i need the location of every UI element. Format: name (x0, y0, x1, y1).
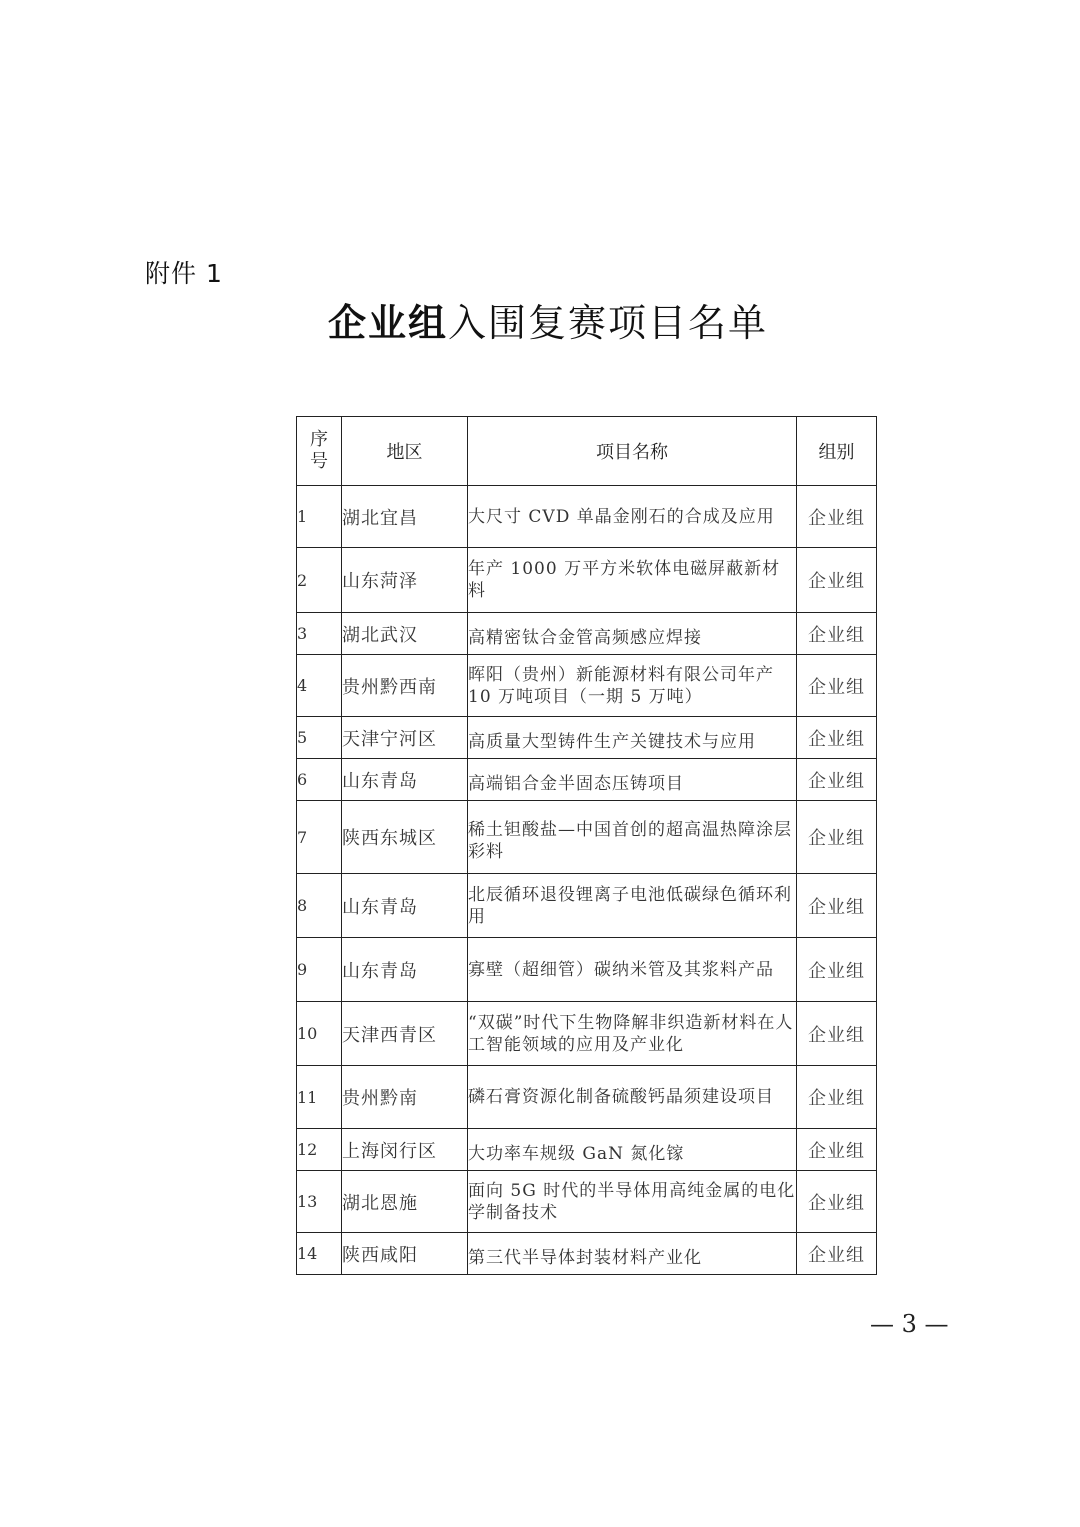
cell-region: 湖北宜昌 (342, 486, 468, 548)
cell-group: 企业组 (797, 938, 877, 1002)
cell-group: 企业组 (797, 801, 877, 874)
cell-group: 企业组 (797, 655, 877, 717)
cell-region: 陕西东城区 (342, 801, 468, 874)
cell-project: 高端铝合金半固态压铸项目 (468, 759, 797, 801)
cell-project: 第三代半导体封装材料产业化 (468, 1233, 797, 1275)
cell-group: 企业组 (797, 1066, 877, 1129)
table-row (297, 717, 877, 759)
cell-region: 山东青岛 (342, 938, 468, 1002)
cell-project: 磷石膏资源化制备硫酸钙晶须建设项目 (468, 1066, 797, 1129)
header-group: 组别 (797, 417, 877, 486)
cell-project: 晖阳（贵州）新能源材料有限公司年产 10 万吨项目（一期 5 万吨） (468, 655, 797, 717)
table-row (297, 1171, 877, 1233)
cell-region: 湖北恩施 (342, 1171, 468, 1233)
attachment-label: 附件 1 (145, 259, 223, 288)
finalist-table (296, 416, 877, 1275)
header-project: 项目名称 (468, 417, 797, 486)
header-seq (297, 417, 342, 486)
header-seq-label: 序号 (310, 429, 328, 472)
cell-seq: 3 (297, 613, 342, 655)
cell-region: 陕西咸阳 (342, 1233, 468, 1275)
table-row (297, 548, 877, 613)
cell-seq: 13 (297, 1171, 342, 1233)
cell-seq: 1 (297, 486, 342, 548)
cell-group: 企业组 (797, 1129, 877, 1171)
cell-region: 山东青岛 (342, 874, 468, 938)
cell-group: 企业组 (797, 1002, 877, 1066)
cell-seq: 8 (297, 874, 342, 938)
cell-region: 上海闵行区 (342, 1129, 468, 1171)
cell-project: 年产 1000 万平方米软体电磁屏蔽新材料 (468, 548, 797, 613)
cell-seq: 2 (297, 548, 342, 613)
cell-seq: 11 (297, 1066, 342, 1129)
cell-project: 高质量大型铸件生产关键技术与应用 (468, 717, 797, 759)
cell-project: 大尺寸 CVD 单晶金刚石的合成及应用 (468, 486, 797, 548)
cell-group: 企业组 (797, 486, 877, 548)
cell-project: “双碳”时代下生物降解非织造新材料在人工智能领域的应用及产业化 (468, 1002, 797, 1066)
cell-group: 企业组 (797, 759, 877, 801)
cell-group: 企业组 (797, 717, 877, 759)
cell-group: 企业组 (797, 548, 877, 613)
cell-group: 企业组 (797, 874, 877, 938)
header-region: 地区 (342, 417, 468, 486)
cell-seq: 9 (297, 938, 342, 1002)
table-row (297, 938, 877, 1002)
cell-seq: 5 (297, 717, 342, 759)
cell-region: 山东青岛 (342, 759, 468, 801)
cell-seq: 4 (297, 655, 342, 717)
cell-region: 山东菏泽 (342, 548, 468, 613)
cell-region: 贵州黔西南 (342, 655, 468, 717)
table-row (297, 1129, 877, 1171)
table-row (297, 1233, 877, 1275)
cell-group: 企业组 (797, 1233, 877, 1275)
table-row (297, 874, 877, 938)
table-row (297, 1002, 877, 1066)
cell-region: 天津西青区 (342, 1002, 468, 1066)
cell-group: 企业组 (797, 1171, 877, 1233)
cell-group: 企业组 (797, 613, 877, 655)
table-row (297, 613, 877, 655)
cell-project: 面向 5G 时代的半导体用高纯金属的电化学制备技术 (468, 1171, 797, 1233)
page-title-rest: 入围复赛项目名单 (448, 301, 769, 345)
page-title (328, 292, 768, 347)
cell-seq: 6 (297, 759, 342, 801)
table-row (297, 1066, 877, 1129)
cell-project: 寡壁（超细管）碳纳米管及其浆料产品 (468, 938, 797, 1002)
cell-project: 大功率车规级 GaN 氮化镓 (468, 1129, 797, 1171)
page-number: — 3 — (870, 1310, 949, 1338)
cell-seq: 10 (297, 1002, 342, 1066)
table-row (297, 655, 877, 717)
cell-region: 天津宁河区 (342, 717, 468, 759)
table-row (297, 486, 877, 548)
page-title-bold-part: 企业组 (328, 300, 449, 345)
cell-seq: 12 (297, 1129, 342, 1171)
cell-region: 贵州黔南 (342, 1066, 468, 1129)
cell-project: 稀土钽酸盐—中国首创的超高温热障涂层彩料 (468, 801, 797, 874)
cell-project: 高精密钛合金管高频感应焊接 (468, 613, 797, 655)
table-row (297, 759, 877, 801)
table-header-row (297, 417, 877, 486)
table-row (297, 801, 877, 874)
cell-project: 北辰循环退役锂离子电池低碳绿色循环利用 (468, 874, 797, 938)
cell-region: 湖北武汉 (342, 613, 468, 655)
cell-seq: 14 (297, 1233, 342, 1275)
cell-seq: 7 (297, 801, 342, 874)
